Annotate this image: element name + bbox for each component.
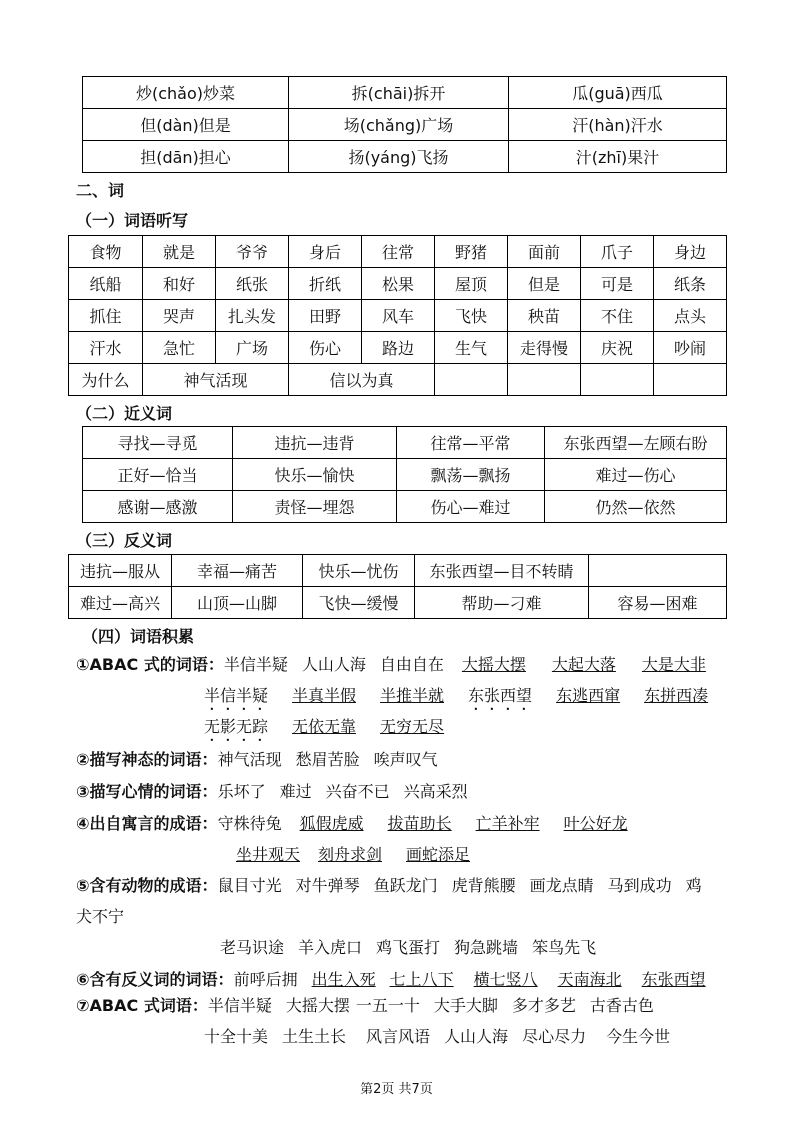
table-row <box>69 300 727 332</box>
idiom: 半真半假 <box>292 686 357 705</box>
idiom: 古香古色 <box>589 996 654 1015</box>
table-cell: 责怪—埋怨 <box>233 491 397 523</box>
idiom: 愁眉苦脸 <box>295 750 360 769</box>
table-cell: 汗水 <box>69 332 143 364</box>
table-cell: 可是 <box>581 268 654 300</box>
table-cell: 风车 <box>362 300 435 332</box>
table-cell: 不住 <box>581 300 654 332</box>
table-row <box>83 141 727 173</box>
table-cell: 身边 <box>654 236 727 268</box>
idiom: 多才多艺 <box>511 996 576 1015</box>
table-cell: 爷爷 <box>216 236 289 268</box>
antonyms-table <box>68 554 727 619</box>
idiom: 神气活现 <box>217 750 282 769</box>
idiom: 今生今世 <box>606 1027 671 1046</box>
table-cell: 广场 <box>216 332 289 364</box>
accumulation-abac-2-line2 <box>204 1024 684 1047</box>
table-cell: 走得慢 <box>508 332 581 364</box>
table-cell: 和好 <box>143 268 216 300</box>
accumulation-expression <box>76 747 452 770</box>
idiom: 大摇大摆 <box>461 655 526 674</box>
table-cell: 寻找—寻觅 <box>83 427 233 459</box>
idiom: 亡羊补牢 <box>475 814 540 833</box>
idiom: 马到成功 <box>607 876 672 895</box>
accumulation-fables-line2 <box>236 842 484 865</box>
subsection-heading-synonyms: （二）近义词 <box>76 404 173 423</box>
idiom: 天南海北 <box>557 970 622 989</box>
idiom: 羊入虎口 <box>298 938 363 957</box>
table-row <box>83 77 727 109</box>
idiom: 半信半疑 <box>207 996 272 1015</box>
subsection-heading-accumulation: （四）词语积累 <box>82 627 195 646</box>
idiom: 对牛弹琴 <box>295 876 360 895</box>
table-cell: 为什么 <box>69 364 143 396</box>
idiom: 狐假虎威 <box>299 814 364 833</box>
table-cell: 吵闹 <box>654 332 727 364</box>
idiom: 一五一十 <box>355 996 420 1015</box>
table-cell: 哭声 <box>143 300 216 332</box>
accumulation-abac <box>76 652 720 675</box>
idiom: 半信半疑 <box>204 686 269 705</box>
table-row <box>83 109 727 141</box>
idiom: 东张西望 <box>468 686 533 705</box>
table-cell: 担(dān)担心 <box>83 141 289 173</box>
idiom: 唉声叹气 <box>373 750 438 769</box>
idiom: 老马识途 <box>220 938 285 957</box>
idiom: 半推半就 <box>380 686 445 705</box>
idiom: 前呼后拥 <box>233 970 298 989</box>
table-cell: 信以为真 <box>289 364 435 396</box>
accumulation-animals-line3 <box>220 935 610 958</box>
table-cell <box>589 555 727 587</box>
idiom: 刻舟求剑 <box>318 845 383 864</box>
table-cell: 就是 <box>143 236 216 268</box>
table-cell: 扎头发 <box>216 300 289 332</box>
idiom: 无影无踪 <box>204 717 269 736</box>
idiom: 兴高采烈 <box>403 782 468 801</box>
accumulation-abac-2 <box>76 993 668 1016</box>
idiom: 画蛇添足 <box>406 845 471 864</box>
table-cell: 神气活现 <box>143 364 289 396</box>
table-cell: 感谢—感激 <box>83 491 233 523</box>
table-cell <box>508 364 581 396</box>
category-label: ⑤含有动物的成语： <box>76 876 218 895</box>
idiom: 拔苗助长 <box>387 814 452 833</box>
table-cell: 场(chǎng)广场 <box>289 109 509 141</box>
table-cell: 飘荡—飘扬 <box>397 459 545 491</box>
pinyin-table <box>82 76 727 173</box>
table-cell: 正好—恰当 <box>83 459 233 491</box>
table-cell: 食物 <box>69 236 143 268</box>
table-row <box>69 236 727 268</box>
accumulation-animals-wrap: 犬不宁 <box>76 907 125 926</box>
table-cell: 飞快 <box>435 300 508 332</box>
synonyms-table <box>82 426 727 523</box>
accumulation-antonyms <box>76 967 720 990</box>
table-cell: 难过—伤心 <box>545 459 727 491</box>
subsection-heading-dictation: （一）词语听写 <box>76 211 189 230</box>
table-cell: 秧苗 <box>508 300 581 332</box>
table-cell: 拆(chāi)拆开 <box>289 77 509 109</box>
table-cell: 庆祝 <box>581 332 654 364</box>
table-cell: 汁(zhī)果汁 <box>509 141 727 173</box>
idiom: 无依无靠 <box>292 717 357 736</box>
table-cell: 田野 <box>289 300 362 332</box>
dictation-table <box>68 235 727 396</box>
category-label: ③描写心情的词语： <box>76 782 218 801</box>
idiom: 守株待兔 <box>217 814 282 833</box>
table-cell: 快乐—忧伤 <box>303 555 415 587</box>
table-row <box>83 459 727 491</box>
category-label: ②描写神态的词语： <box>76 750 218 769</box>
table-row <box>69 587 727 619</box>
table-cell: 身后 <box>289 236 362 268</box>
idiom: 叶公好龙 <box>563 814 628 833</box>
idiom: 东拼西凑 <box>644 686 709 705</box>
idiom: 七上八下 <box>389 970 454 989</box>
table-cell: 快乐—愉快 <box>233 459 397 491</box>
accumulation-abac-line3 <box>204 714 458 745</box>
category-label: ④出自寓言的成语： <box>76 814 218 833</box>
table-cell: 纸条 <box>654 268 727 300</box>
table-cell: 急忙 <box>143 332 216 364</box>
accumulation-mood <box>76 779 482 802</box>
idiom: 自由自在 <box>379 655 444 674</box>
table-cell: 东张西望—左顾右盼 <box>545 427 727 459</box>
idiom: 难过 <box>279 782 312 801</box>
idiom: 鸡 <box>685 876 702 895</box>
idiom: 大是大非 <box>641 655 706 674</box>
idiom: 半信半疑 <box>223 655 288 674</box>
idiom: 笨鸟先飞 <box>532 938 597 957</box>
table-cell: 容易—困难 <box>589 587 727 619</box>
table-cell: 扬(yáng)飞扬 <box>289 141 509 173</box>
subsection-heading-antonyms: （三）反义词 <box>76 531 173 550</box>
table-cell: 面前 <box>508 236 581 268</box>
table-cell: 纸张 <box>216 268 289 300</box>
table-cell: 违抗—违背 <box>233 427 397 459</box>
table-cell: 往常—平常 <box>397 427 545 459</box>
table-cell: 屋顶 <box>435 268 508 300</box>
idiom: 东逃西窜 <box>556 686 621 705</box>
idiom: 十全十美 <box>204 1027 269 1046</box>
table-row <box>69 555 727 587</box>
table-row <box>83 491 727 523</box>
table-cell: 松果 <box>362 268 435 300</box>
section-heading: 二、词 <box>76 181 125 200</box>
idiom: 人山人海 <box>444 1027 509 1046</box>
table-cell <box>435 364 508 396</box>
category-label: ①ABAC 式的词语： <box>76 655 224 674</box>
idiom: 大摇大摆 <box>285 996 350 1015</box>
accumulation-abac-line2 <box>204 683 722 714</box>
table-cell: 难过—高兴 <box>69 587 172 619</box>
idiom: 鱼跃龙门 <box>373 876 438 895</box>
table-cell: 但(dàn)但是 <box>83 109 289 141</box>
table-cell: 飞快—缓慢 <box>303 587 415 619</box>
idiom: 鼠目寸光 <box>217 876 282 895</box>
table-cell: 点头 <box>654 300 727 332</box>
category-label: ⑥含有反义词的词语： <box>76 970 234 989</box>
table-cell: 东张西望—目不转睛 <box>415 555 589 587</box>
idiom: 出生入死 <box>311 970 376 989</box>
table-cell: 爪子 <box>581 236 654 268</box>
table-cell: 纸船 <box>69 268 143 300</box>
table-cell: 汗(hàn)汗水 <box>509 109 727 141</box>
idiom: 乐坏了 <box>217 782 266 801</box>
table-cell: 但是 <box>508 268 581 300</box>
table-cell: 违抗—服从 <box>69 555 172 587</box>
table-cell: 抓住 <box>69 300 143 332</box>
idiom: 横七竖八 <box>473 970 538 989</box>
accumulation-fables <box>76 811 642 834</box>
table-cell <box>654 364 727 396</box>
table-cell: 仍然—依然 <box>545 491 727 523</box>
table-cell: 路边 <box>362 332 435 364</box>
table-cell: 帮助—刁难 <box>415 587 589 619</box>
category-label: ⑦ABAC 式词语： <box>76 996 208 1015</box>
table-cell: 野猪 <box>435 236 508 268</box>
table-row <box>83 427 727 459</box>
table-row <box>69 332 727 364</box>
idiom: 尽心尽力 <box>522 1027 587 1046</box>
table-cell: 生气 <box>435 332 508 364</box>
idiom: 狗急跳墙 <box>454 938 519 957</box>
table-cell: 幸福—痛苦 <box>172 555 303 587</box>
idiom: 人山人海 <box>301 655 366 674</box>
idiom: 虎背熊腰 <box>451 876 516 895</box>
idiom: 大起大落 <box>551 655 616 674</box>
idiom: 鸡飞蛋打 <box>376 938 441 957</box>
table-row <box>69 268 727 300</box>
table-cell: 折纸 <box>289 268 362 300</box>
table-cell: 往常 <box>362 236 435 268</box>
table-cell: 炒(chǎo)炒菜 <box>83 77 289 109</box>
table-cell <box>581 364 654 396</box>
table-cell: 伤心—难过 <box>397 491 545 523</box>
idiom: 画龙点睛 <box>529 876 594 895</box>
idiom: 兴奋不已 <box>325 782 390 801</box>
table-cell: 山顶—山脚 <box>172 587 303 619</box>
accumulation-animals <box>76 873 702 896</box>
idiom: 土生土长 <box>282 1027 347 1046</box>
idiom: 大手大脚 <box>433 996 498 1015</box>
table-cell: 瓜(guā)西瓜 <box>509 77 727 109</box>
table-cell: 伤心 <box>289 332 362 364</box>
table-row <box>69 364 727 396</box>
page-footer: 第2页 共7页 <box>360 1082 433 1097</box>
idiom: 东张西望 <box>641 970 706 989</box>
idiom: 风言风语 <box>366 1027 431 1046</box>
idiom: 无穷无尽 <box>380 717 445 736</box>
idiom: 坐井观天 <box>236 845 301 864</box>
